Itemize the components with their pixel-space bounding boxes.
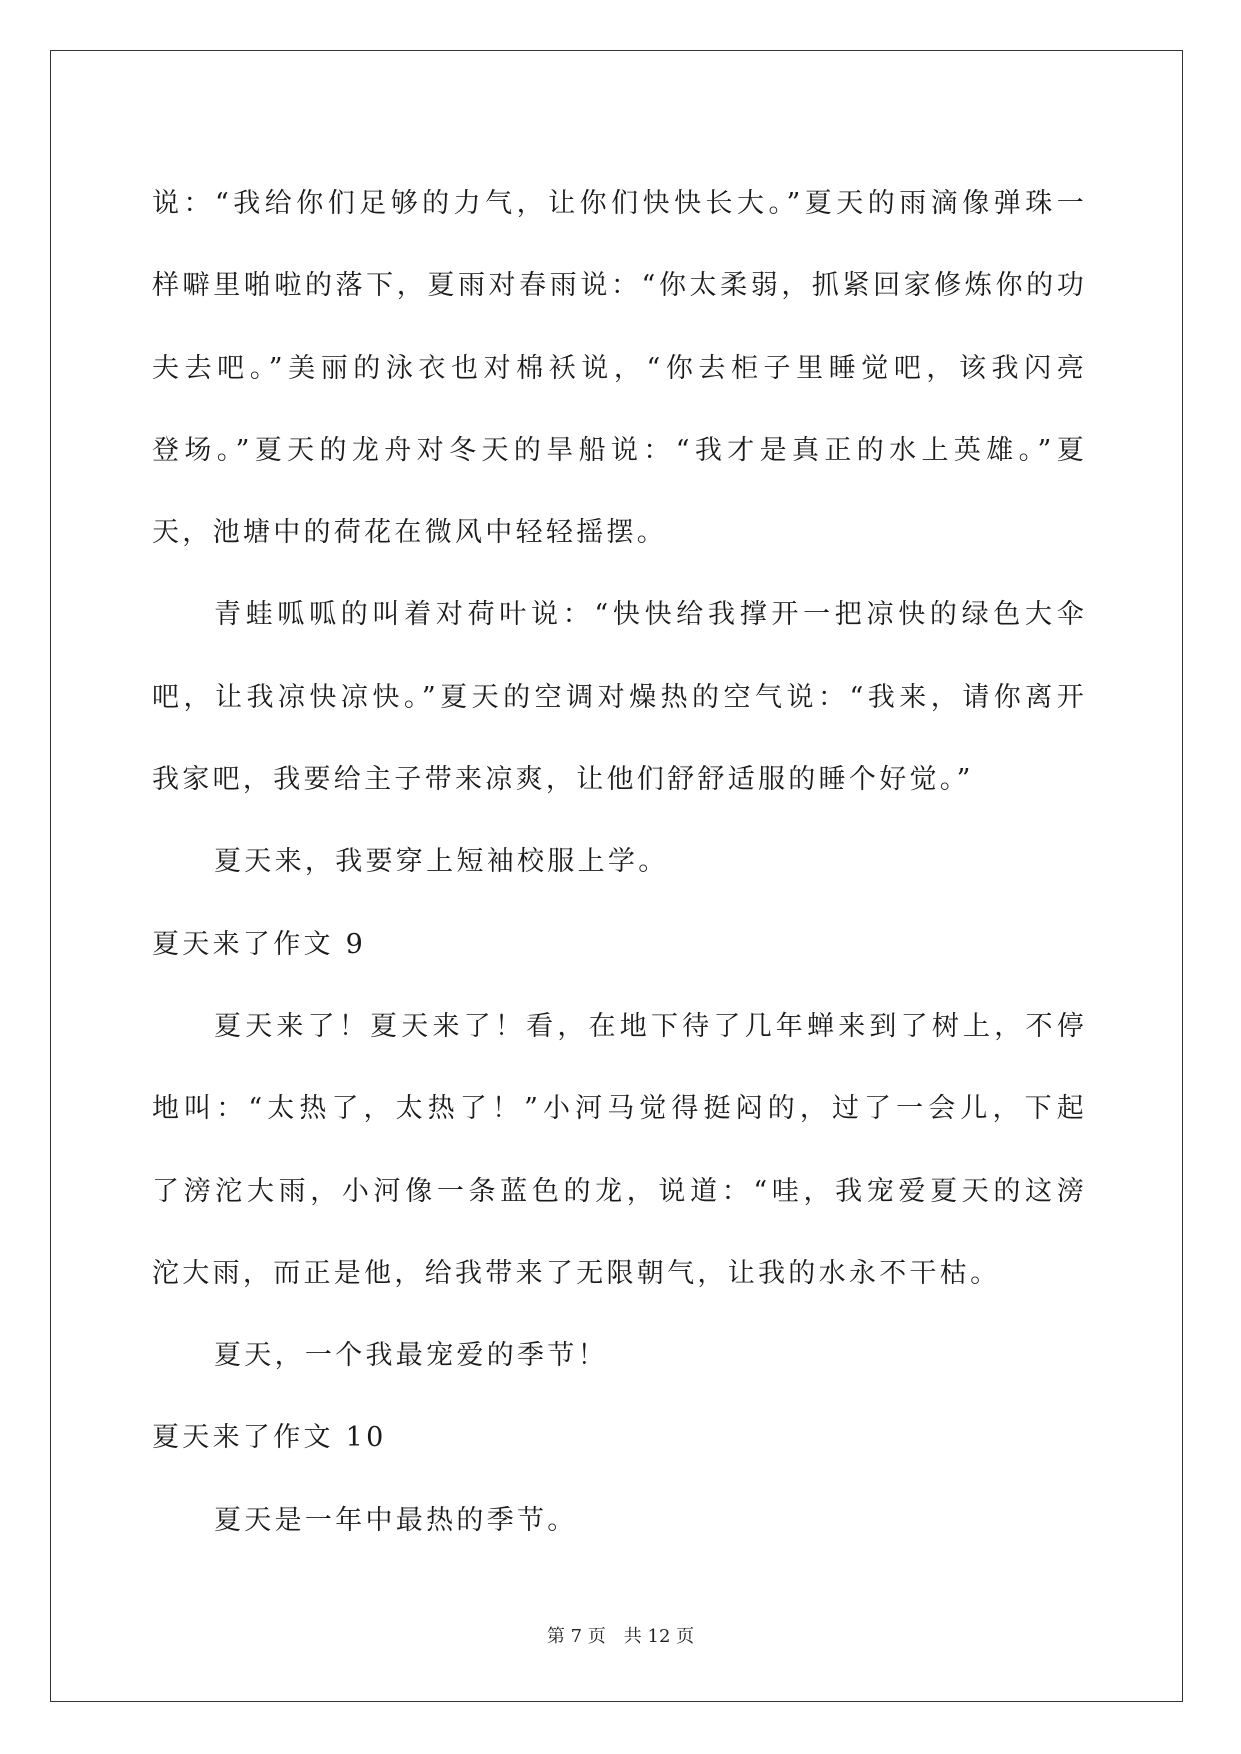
paragraph-first-line: 夏天来，我要穿上短袖校服上学。 [214,846,669,878]
document-body [152,163,1087,1562]
body-line: 沱大雨，而正是他，给我带来了无限朝气，让我的水永不干枯。 [152,1257,1001,1289]
body-line: 天，池塘中的荷花在微风中轻轻摇摆。 [152,517,668,549]
body-line: 我家吧，我要给主子带来凉爽，让他们舒舒适服的睡个好觉。” [152,764,974,796]
body-line: 样噼里啪啦的落下，夏雨对春雨说：“你太柔弱，抓紧回家修炼你的功 [152,270,1087,302]
body-line: 夫去吧。”美丽的泳衣也对棉袄说，“你去柜子里睡觉吧，该我闪亮 [152,352,1087,384]
body-line: 登场。”夏天的龙舟对冬天的旱船说：“我才是真正的水上英雄。”夏 [152,434,1087,466]
section-heading: 夏天来了作文 10 [152,1422,387,1454]
paragraph-first-line: 夏天是一年中最热的季节。 [214,1504,578,1536]
body-line: 地叫：“太热了，太热了！”小河马觉得挺闷的，过了一会儿，下起 [152,1093,1087,1125]
body-line: 说：“我给你们足够的力气，让你们快快长大。”夏天的雨滴像弹珠一 [152,188,1087,219]
body-line: 了滂沱大雨，小河像一条蓝色的龙，说道：“哇，我宠爱夏天的这滂 [152,1175,1087,1207]
body-line: 吧，让我凉快凉快。”夏天的空调对燥热的空气说：“我来，请你离开 [152,681,1087,713]
page-number-footer: 第 7 页 共 12 页 [546,1626,695,1647]
paragraph-first-line: 夏天来了！夏天来了！看，在地下待了几年蝉来到了树上，不停 [214,1010,1087,1042]
paragraph-first-line: 青蛙呱呱的叫着对荷叶说：“快快给我撑开一把凉快的绿色大伞 [214,599,1087,631]
paragraph-first-line: 夏天，一个我最宠爱的季节！ [214,1340,608,1372]
section-heading: 夏天来了作文 9 [152,928,367,960]
